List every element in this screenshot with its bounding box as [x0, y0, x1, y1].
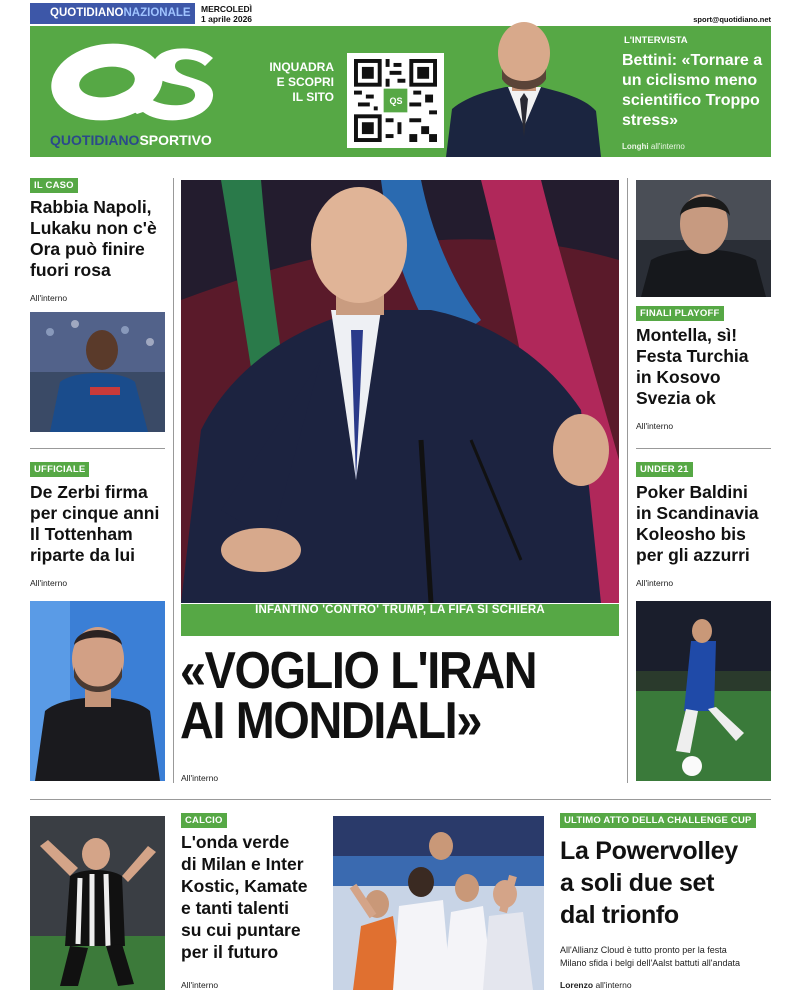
right-story1-photo [636, 180, 771, 297]
left-story2-photo [30, 601, 165, 781]
left-story2-headline[interactable]: De Zerbi firma per cinque anni Il Tottenham riparte da lui [30, 482, 160, 565]
qs-logo[interactable] [45, 36, 217, 124]
volley-headline[interactable]: La Powervolley a soli due set dal trionfo [560, 837, 738, 929]
qr-label: QS [389, 96, 403, 106]
brand-part1: QUOTIDIANO [50, 7, 124, 19]
left-story1-headline[interactable]: Rabbia Napoli, Lukaku non c'è Ora può finire fuori rosa [30, 197, 157, 280]
volley-tag: ULTIMO ATTO DELLA CHALLENGE CUP [560, 813, 756, 828]
bottom-divider [30, 799, 771, 800]
right-story2-tag: UNDER 21 [636, 462, 693, 477]
volley-summary: All'Allianz Cloud è tutto pronto per la festa Milano sfida i belgi dell'Aalst battuti all'andata [560, 945, 741, 968]
left-column-rule [173, 178, 174, 783]
right-divider [636, 448, 771, 449]
left-story1-photo [30, 312, 165, 432]
lead-photo[interactable] [181, 180, 619, 603]
interview-inside: all'interno [650, 142, 685, 151]
volley-author: Lorenzo [560, 980, 594, 990]
right-story2-headline[interactable]: Poker Baldini in Scandinavia Koleosho bis per gli azzurri [636, 482, 759, 565]
volley-credit [560, 980, 632, 990]
subbrand [50, 132, 212, 148]
calcio-photo [30, 816, 165, 990]
right-story1-tag: FINALI PLAYOFF [636, 306, 724, 321]
brand-bar [30, 3, 195, 24]
qr-code[interactable] [347, 53, 444, 148]
volley-photo [333, 816, 544, 990]
lead-inside: All'interno [181, 773, 219, 783]
lead-kicker: INFANTINO 'CONTRO' TRUMP, LA FIFA SI SCHIERA [255, 604, 545, 616]
left-divider [30, 448, 165, 449]
interview-portrait [446, 17, 601, 157]
volley-inside: all'interno [595, 980, 632, 990]
left-story2-tag: UFFICIALE [30, 462, 89, 477]
interview-credit [622, 142, 685, 151]
subbrand-part1: QUOTIDIANO [50, 132, 140, 148]
interview-tag: L'INTERVISTA [624, 35, 688, 46]
calcio-tag: CALCIO [181, 813, 227, 828]
right-column-rule [627, 178, 628, 783]
interview-author: Longhi [622, 142, 649, 151]
calcio-headline[interactable]: L'onda verde di Milan e Inter Kostic, Kamate e tanti talenti su cui puntare per il futuro [181, 832, 308, 962]
calcio-inside: All'interno [181, 980, 219, 990]
right-story1-inside: All'interno [636, 421, 674, 431]
interview-headline[interactable]: Bettini: «Tornare a un ciclismo meno scientifico Troppo stress» [622, 52, 763, 129]
subbrand-part2: SPORTIVO [139, 132, 212, 148]
left-story2-inside: All'interno [30, 578, 68, 588]
contact-email[interactable]: sport@quotidiano.net [693, 15, 771, 24]
brand-part2: NAZIONALE [123, 7, 191, 19]
right-story1-headline[interactable]: Montella, sì! Festa Turchia in Kosovo Svezia ok [636, 325, 749, 408]
left-story1-tag: IL CASO [30, 178, 78, 193]
edition-day: MERCOLEDÌ [201, 4, 252, 14]
right-story2-photo [636, 601, 771, 781]
right-story2-inside: All'interno [636, 578, 674, 588]
edition-date-value: 1 aprile 2026 [201, 14, 253, 24]
lead-headline[interactable]: «VOGLIO L'IRAN AI MONDIALI» [180, 642, 537, 750]
left-story1-inside: All'interno [30, 293, 68, 303]
edition-date [201, 4, 252, 24]
qr-prompt: INQUADRA E SCOPRI IL SITO [269, 60, 334, 104]
